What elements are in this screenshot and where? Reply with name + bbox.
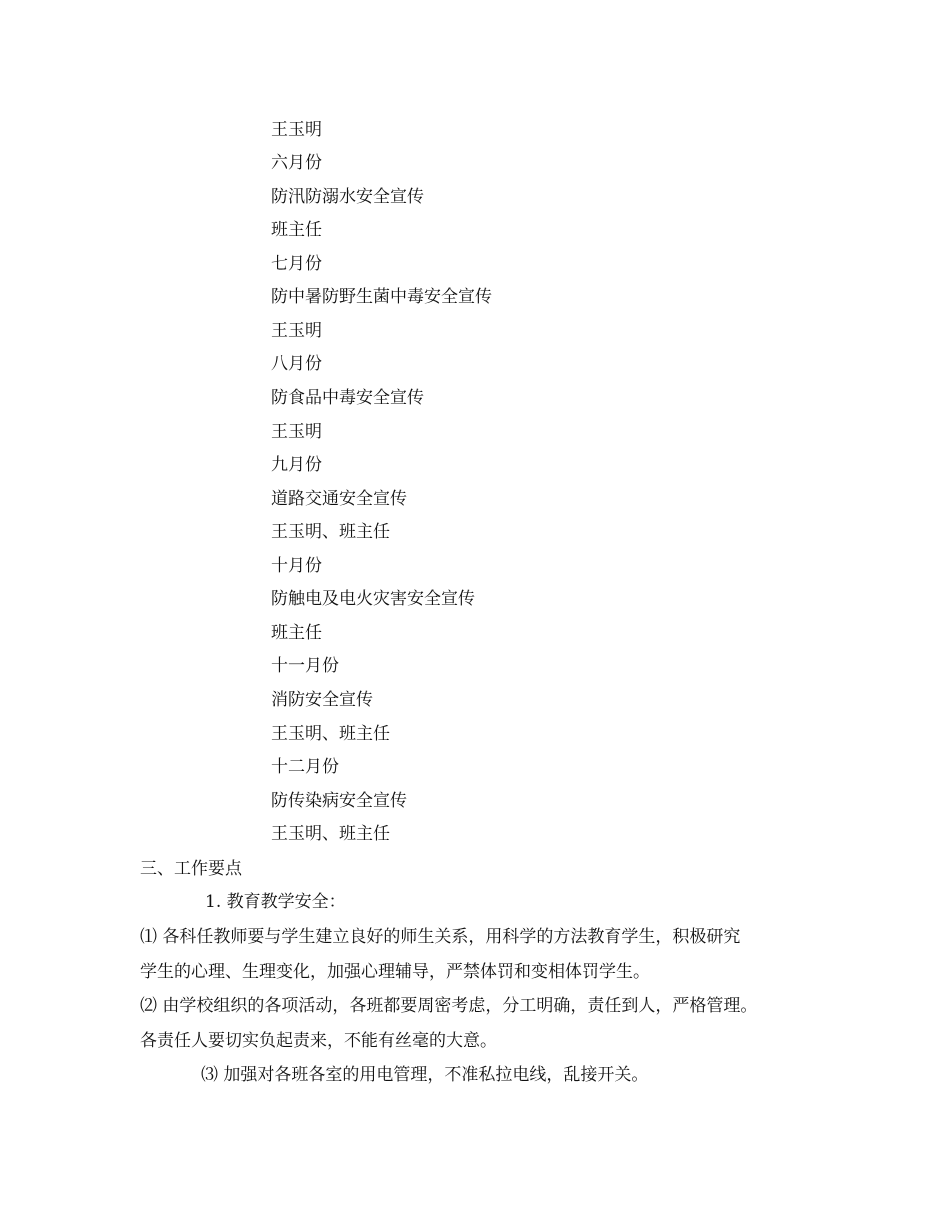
schedule-line: 九月份 xyxy=(271,455,322,475)
schedule-line: 防传染病安全宣传 xyxy=(271,791,407,811)
schedule-line: 十一月份 xyxy=(271,656,339,676)
schedule-line: 防中暑防野生菌中毒安全宣传 xyxy=(271,287,492,307)
schedule-line: 王玉明、班主任 xyxy=(271,824,390,844)
schedule-line: 班主任 xyxy=(271,623,322,643)
section-heading: 三、工作要点 xyxy=(140,859,242,879)
paragraph-line: ⑴ 各科任教师要与学生建立良好的师生关系，用科学的方法教育学生，积极研究 xyxy=(140,927,741,947)
schedule-line: 防食品中毒安全宣传 xyxy=(271,388,424,408)
paragraph-line: 各责任人要切实负起责来，不能有丝毫的大意。 xyxy=(140,1031,497,1051)
schedule-line: 道路交通安全宣传 xyxy=(271,489,407,509)
schedule-line: 王玉明、班主任 xyxy=(271,724,390,744)
schedule-line: 王玉明 xyxy=(271,120,322,140)
schedule-line: 六月份 xyxy=(271,153,322,173)
schedule-line: 十月份 xyxy=(271,556,322,576)
schedule-line: 王玉明、班主任 xyxy=(271,522,390,542)
schedule-line: 八月份 xyxy=(271,354,322,374)
schedule-line: 王玉明 xyxy=(271,422,322,442)
schedule-line: 消防安全宣传 xyxy=(271,690,373,710)
schedule-line: 防触电及电火灾害安全宣传 xyxy=(271,589,475,609)
schedule-line: 十二月份 xyxy=(271,757,339,777)
paragraph-line: 学生的心理、生理变化，加强心理辅导，严禁体罚和变相体罚学生。 xyxy=(140,962,650,982)
schedule-line: 七月份 xyxy=(271,254,322,274)
paragraph-line: ⑵ 由学校组织的各项活动，各班都要周密考虑，分工明确，责任到人，严格管理。 xyxy=(140,996,758,1016)
schedule-line: 防汛防溺水安全宣传 xyxy=(271,187,424,207)
schedule-line: 王玉明 xyxy=(271,321,322,341)
schedule-line: 班主任 xyxy=(271,220,322,240)
sub-heading: 1. 教育教学安全： xyxy=(205,892,346,912)
paragraph-line: ⑶ 加强对各班各室的用电管理，不准私拉电线，乱接开关。 xyxy=(201,1065,649,1085)
